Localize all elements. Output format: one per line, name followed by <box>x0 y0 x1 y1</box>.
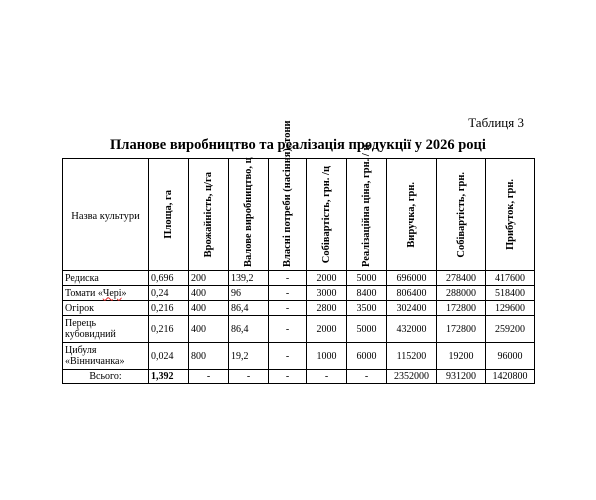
total-sale-price: - <box>347 370 387 384</box>
cell-total-cost: 278400 <box>437 271 486 286</box>
cell-area: 0,216 <box>149 301 189 316</box>
cell-total-cost: 172800 <box>437 301 486 316</box>
crop-name-line: Огірок <box>65 302 94 314</box>
header-unit-cost <box>307 159 347 271</box>
cell-yield: 200 <box>189 271 229 286</box>
row-crop-name <box>63 286 149 301</box>
cell-gross-output: 86,4 <box>229 316 269 343</box>
row-crop-name <box>63 271 149 286</box>
header-row <box>63 159 535 271</box>
cell-gross-output: 19,2 <box>229 343 269 370</box>
crop-name-line: Цибуля <box>65 345 97 356</box>
header-own-needs <box>269 119 307 271</box>
row-crop-name <box>63 316 149 343</box>
cell-gross-output: 86,4 <box>229 301 269 316</box>
header-revenue-label: Виручка, грн. <box>406 181 417 248</box>
header-unit-cost-label: Собівартість, грн. /ц <box>321 165 332 264</box>
table-number: Таблиця 3 <box>468 115 524 130</box>
header-crop-name: Назва культури <box>63 159 149 271</box>
table-title: Планове виробництво та реалізація продукції у 2026 році <box>110 137 486 153</box>
table-row <box>63 271 535 286</box>
cell-own-needs: - <box>269 271 307 286</box>
header-yield-label: Врожайність, ц/га <box>203 171 214 258</box>
header-revenue <box>387 159 437 271</box>
cell-revenue: 302400 <box>387 301 437 316</box>
header-total-cost <box>437 159 486 271</box>
total-profit: 1420800 <box>486 370 535 384</box>
row-crop-name <box>63 343 149 370</box>
header-sale-price <box>347 143 387 271</box>
cell-sale-price: 8400 <box>347 286 387 301</box>
cell-revenue: 806400 <box>387 286 437 301</box>
header-area-label: Площа, га <box>163 190 174 239</box>
cell-yield: 400 <box>189 301 229 316</box>
crop-name-line: кубовидний <box>65 329 116 340</box>
row-crop-name <box>63 301 149 316</box>
cell-unit-cost: 1000 <box>307 343 347 370</box>
crop-name-line: Редиска <box>65 272 99 284</box>
total-label: Всього: <box>63 370 149 384</box>
header-gross-output-label: Валове виробництво, ц <box>243 156 254 267</box>
table-row <box>63 316 535 343</box>
crop-name-suffix: » <box>121 287 127 299</box>
header-profit-label: Прибуток, грн. <box>504 178 516 250</box>
cell-gross-output: 96 <box>229 286 269 301</box>
header-total-cost-label: Собівартість, грн. <box>455 171 467 258</box>
total-gross-output: - <box>229 370 269 384</box>
cell-total-cost: 288000 <box>437 286 486 301</box>
cell-profit: 417600 <box>486 271 535 286</box>
header-sale-price-label: Реалізаційна ціна, грн. / ц <box>361 143 372 267</box>
total-revenue: 2352000 <box>387 370 437 384</box>
total-yield: - <box>189 370 229 384</box>
cell-revenue: 432000 <box>387 316 437 343</box>
cell-unit-cost: 2000 <box>307 316 347 343</box>
header-profit <box>486 159 535 271</box>
spellcheck-word[interactable]: Чері <box>102 287 122 299</box>
cell-area: 0,696 <box>149 271 189 286</box>
cell-unit-cost: 3000 <box>307 286 347 301</box>
cell-area: 0,024 <box>149 343 189 370</box>
cell-sale-price: 5000 <box>347 271 387 286</box>
header-gross-output <box>229 156 269 271</box>
cell-area: 0,24 <box>149 286 189 301</box>
crop-name-line: «Вінничанка» <box>65 356 125 367</box>
cell-total-cost: 19200 <box>437 343 486 370</box>
header-yield <box>189 159 229 271</box>
total-row <box>63 370 535 384</box>
cell-revenue: 115200 <box>387 343 437 370</box>
cell-gross-output: 139,2 <box>229 271 269 286</box>
table-row <box>63 343 535 370</box>
cell-area: 0,216 <box>149 316 189 343</box>
cell-sale-price: 3500 <box>347 301 387 316</box>
cell-yield: 400 <box>189 286 229 301</box>
cell-total-cost: 172800 <box>437 316 486 343</box>
cell-sale-price: 5000 <box>347 316 387 343</box>
cell-yield: 400 <box>189 316 229 343</box>
header-own-needs-label: Власні потреби (насіння), тони <box>282 119 293 267</box>
cell-sale-price: 6000 <box>347 343 387 370</box>
cell-own-needs: - <box>269 286 307 301</box>
total-area: 1,392 <box>149 370 189 384</box>
total-own-needs: - <box>269 370 307 384</box>
table-row <box>63 301 535 316</box>
header-area <box>149 159 189 271</box>
cell-own-needs: - <box>269 343 307 370</box>
cell-yield: 800 <box>189 343 229 370</box>
cell-profit: 129600 <box>486 301 535 316</box>
cell-unit-cost: 2800 <box>307 301 347 316</box>
cell-profit: 96000 <box>486 343 535 370</box>
table-row <box>63 286 535 301</box>
total-unit-cost: - <box>307 370 347 384</box>
cell-profit: 518400 <box>486 286 535 301</box>
cell-profit: 259200 <box>486 316 535 343</box>
crop-name-line: Перець <box>65 318 97 329</box>
cell-own-needs: - <box>269 301 307 316</box>
total-total-cost: 931200 <box>437 370 486 384</box>
cell-unit-cost: 2000 <box>307 271 347 286</box>
crop-name-prefix: Томати « <box>65 287 103 299</box>
cell-revenue: 696000 <box>387 271 437 286</box>
cell-own-needs: - <box>269 316 307 343</box>
